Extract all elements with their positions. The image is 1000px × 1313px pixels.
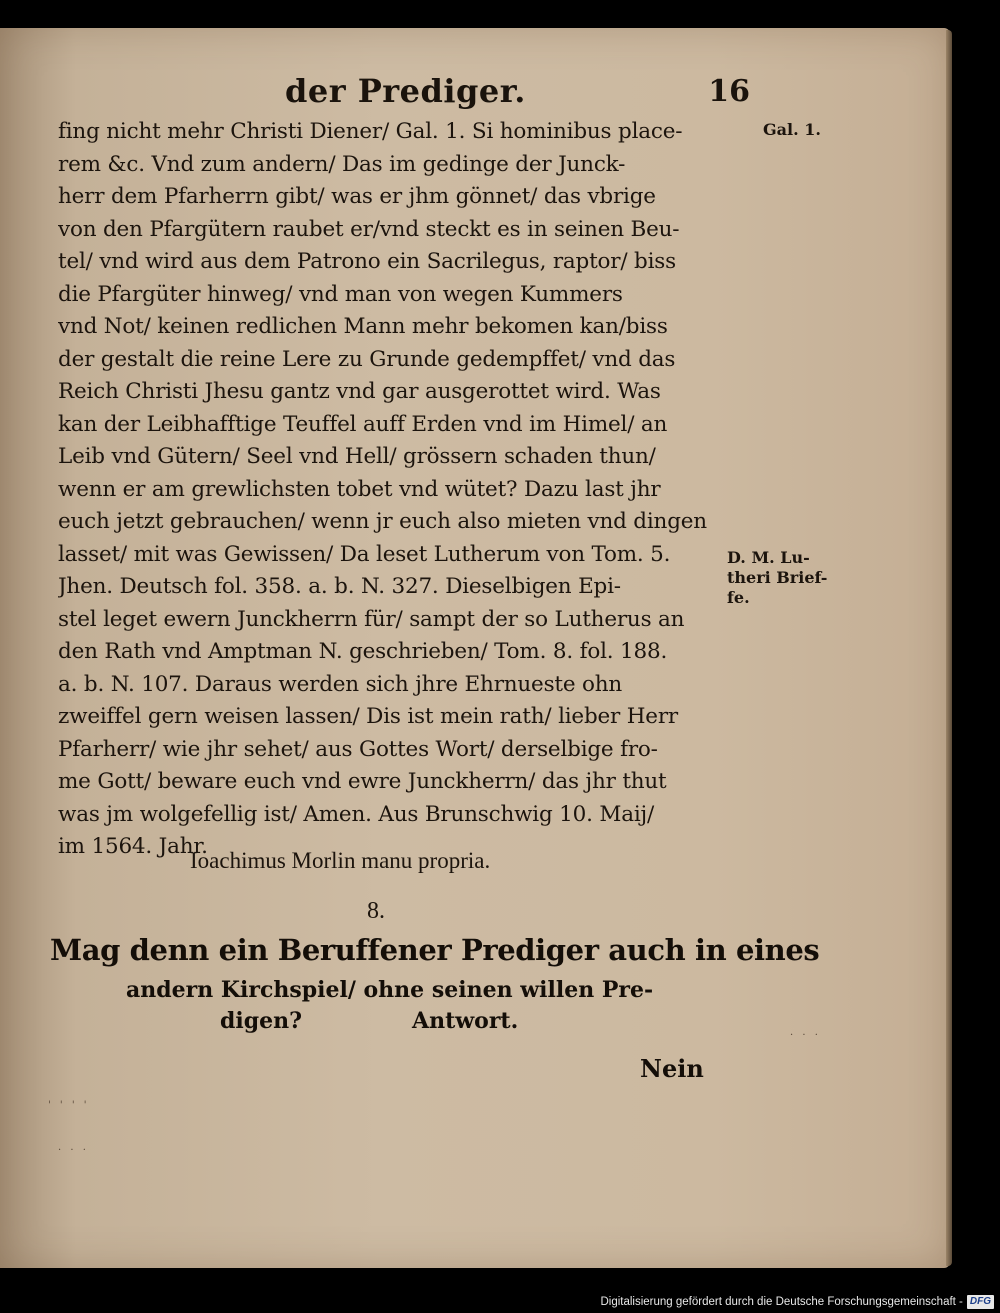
text-line: Jhen. Deutsch fol. 358. a. b. N. 327. Dieselbigen Epi- [58,574,621,599]
catchword: Nein [640,1054,704,1083]
text-line: der gestalt die reine Lere zu Grunde gedempffet/ vnd das [58,346,676,372]
marginal-note-line: fe. [727,588,750,607]
text-line: im 1564. Jahr. [58,834,208,859]
section-heading-line3: digen? [220,1008,303,1034]
page-header [60,72,750,116]
text-line: lasset/ mit was Gewissen/ Da leset Lutherum von Tom. 5. [58,541,671,567]
text-line: von den Pfargütern raubet er/vnd steckt es in seinen Beu- [58,216,680,242]
text-line: kan der Leibhafftige Teuffel auff Erden vnd im Himel/ an [58,411,668,437]
text-line: den Rath vnd Amptman N. geschrieben/ Tom. 8. fol. 188. [58,639,668,664]
running-head: der Prediger. [285,72,526,110]
footer-credit [600,1294,994,1310]
text-line: Pfarherr/ wie jhr sehet/ aus Gottes Wort/ derselbige fro- [58,736,658,762]
text-line: die Pfargüter hinweg/ vnd man von wegen Kummers [58,281,623,307]
signature-line: Ioachimus Morlin manu propria. [190,848,491,873]
text-line: herr dem Pfarherrn gibt/ was er jhm gönnet/ das vbrige [58,184,656,209]
text-line: euch jetzt gebrauchen/ wenn jr euch also mieten vnd dingen [58,509,707,534]
section-number: 8. [367,898,385,924]
text-line: tel/ vnd wird aus dem Patrono ein Sacrilegus, raptor/ biss [58,249,676,274]
text-line: zweiffel gern weisen lassen/ Dis ist mein rath/ lieber Herr [58,704,678,729]
text-line: vnd Not/ keinen redlichen Mann mehr bekomen kan/biss [58,314,668,339]
ink-specks: · · · [58,1145,89,1156]
marginal-note-line: D. M. Lu- [727,548,810,567]
section-heading-line2: andern Kirchspiel/ ohne seinen willen Pre- [126,977,654,1003]
page-number: 16 [708,74,750,109]
text-line: Reich Christi Jhesu gantz vnd gar ausgerottet wird. Was [58,379,661,404]
ink-specks: · · · [790,1030,821,1041]
text-line: was jm wolgefellig ist/ Amen. Aus Brunschwig 10. Maij/ [58,801,655,827]
section-heading: Mag denn ein Beruffener Prediger auch in eines [50,933,820,967]
ink-specks: ' ' ' ' [48,1100,90,1111]
page-edge [946,30,952,1266]
text-line: stel leget ewern Junckherrn für/ sampt der so Lutherus an [58,606,685,632]
answer-label: Antwort. [412,1008,519,1034]
marginal-note-line: theri Brief- [727,568,828,587]
text-line: Leib vnd Gütern/ Seel vnd Hell/ grössern schaden thun/ [58,444,656,469]
text-line: me Gott/ beware euch vnd ewre Junckherrn/ das jhr thut [58,769,667,794]
text-line: wenn er am grewlichsten tobet vnd wütet? Dazu last jhr [58,476,661,502]
footer-credit-text: Digitalisierung gefördert durch die Deutsche Forschungsgemeinschaft - [600,1296,963,1308]
body-text [58,116,738,864]
text-line: rem &c. Vnd zum andern/ Das im gedinge der Junck- [58,151,626,177]
text-line: fing nicht mehr Christi Diener/ Gal. 1. Si hominibus place- [58,119,683,144]
text-line: a. b. N. 107. Daraus werden sich jhre Ehrnueste ohn [58,671,623,697]
marginal-note-luther [727,548,847,608]
marginal-note-gal: Gal. 1. [763,120,821,139]
dfg-logo: DFG [967,1295,994,1309]
